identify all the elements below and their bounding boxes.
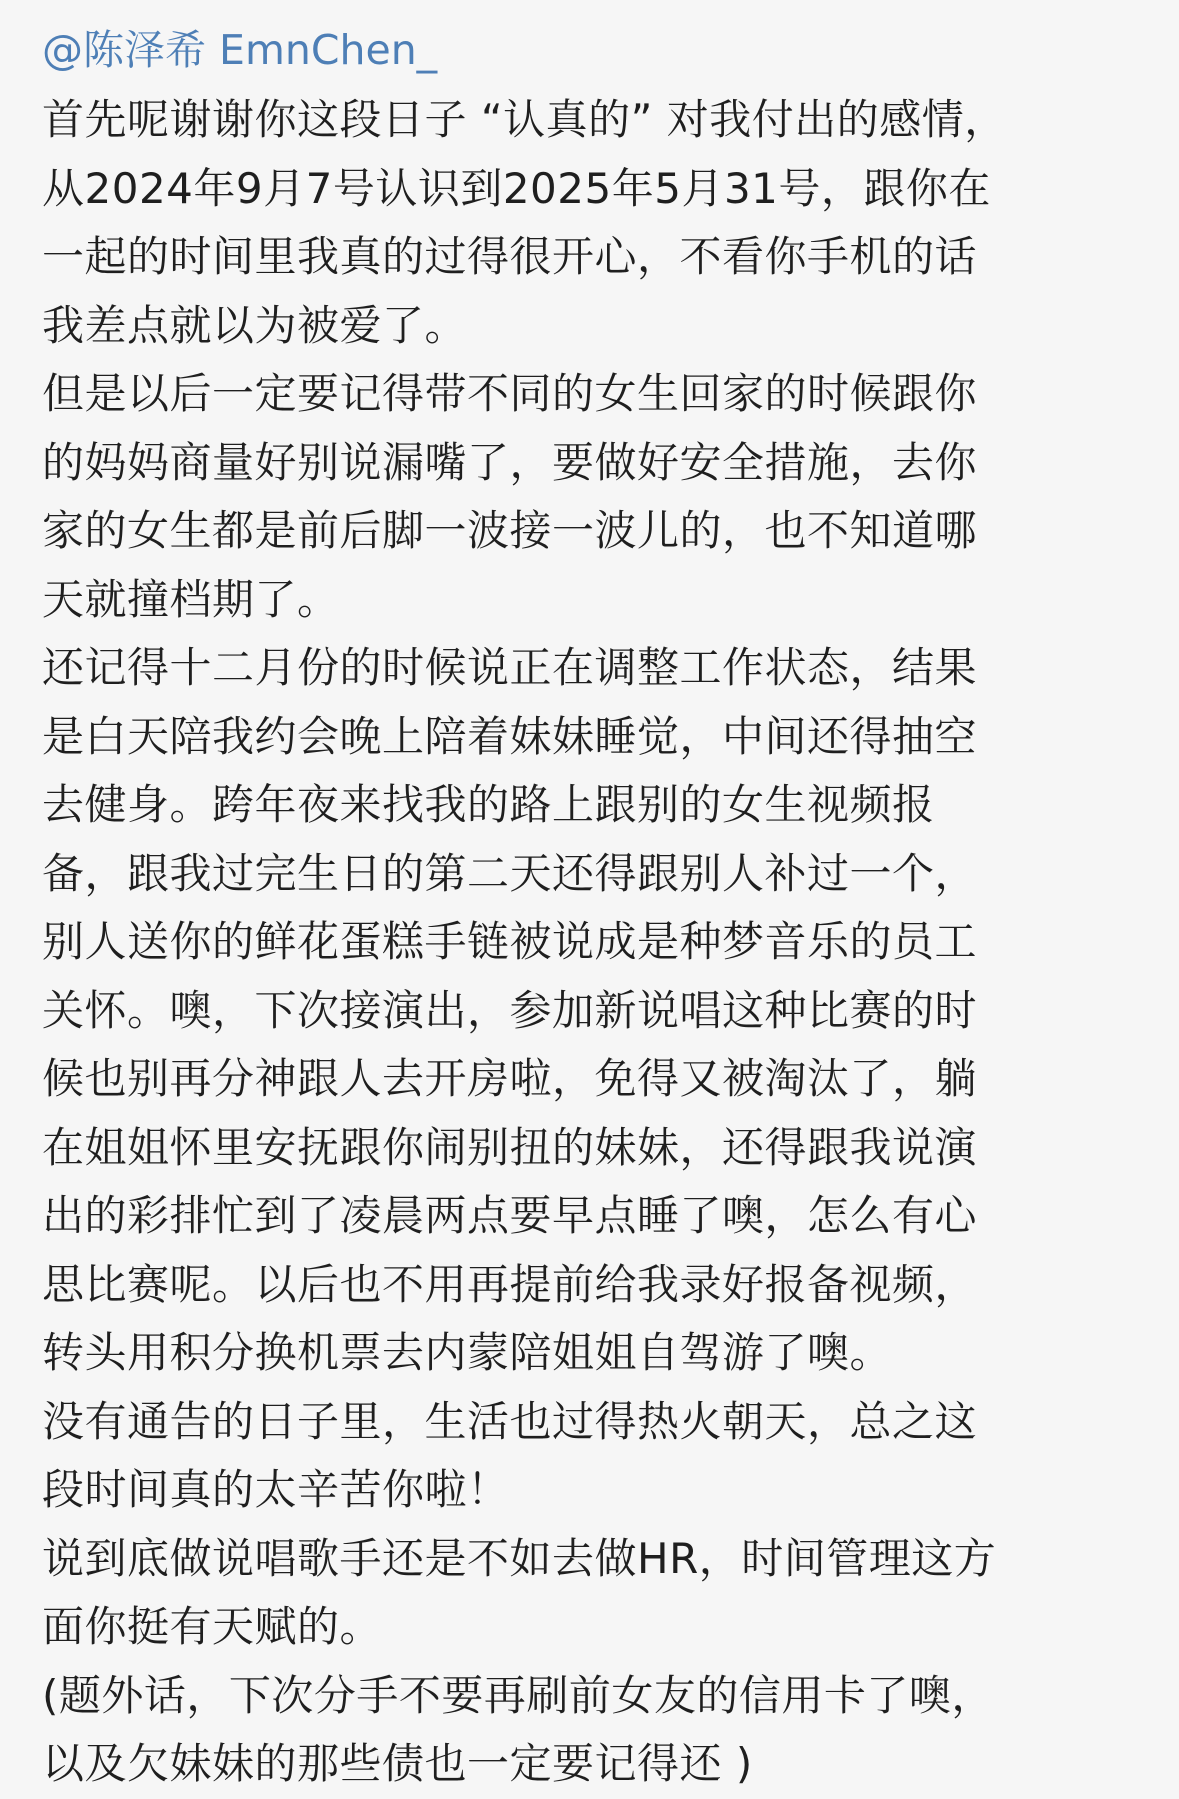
text-line: 从2024年9月7号认识到2025年5月31号，跟你在 [42,163,991,213]
text-line: 以及欠妹妹的那些债也一定要记得还 ) [42,1739,753,1788]
post-body-text [42,86,1152,1799]
user-mention-link[interactable]: @陈泽希 EmnChen_ [42,26,438,74]
text-line: 面你挺有天赋的。 [42,1602,383,1651]
text-line: 天就撞档期了。 [42,574,340,624]
text-line: 没有通告的日子里，生活也过得热火朝天，总之这 [42,1396,978,1446]
text-line: 还记得十二月份的时候说正在调整工作状态，结果 [42,643,978,692]
text-line: 一起的时间里我真的过得很开心，不看你手机的话 [42,232,978,281]
text-line: 说到底做说唱歌手还是不如去做HR，时间管理这方 [42,1533,997,1583]
text-line: 首先呢谢谢你这段日子 “认真的” 对我付出的感情， [42,95,1007,144]
text-line: (题外话，下次分手不要再刷前女友的信用卡了噢， [42,1670,994,1720]
text-line: 去健身。跨年夜来找我的路上跟别的女生视频报 [42,780,935,829]
text-line: 出的彩排忙到了凌晨两点要早点睡了噢，怎么有心 [42,1191,978,1240]
text-line: 备，跟我过完生日的第二天还得跟别人补过一个， [42,848,978,898]
text-line: 但是以后一定要记得带不同的女生回家的时候跟你 [42,369,978,418]
text-line: 关怀。噢，下次接演出，参加新说唱这种比赛的时 [42,985,978,1035]
text-line: 候也别再分神跟人去开房啦，免得又被淘汰了，躺 [42,1054,978,1103]
text-line: 我差点就以为被爱了。 [42,300,468,350]
text-line: 别人送你的鲜花蛋糕手链被说成是种梦音乐的员工 [42,917,978,966]
text-line: 转头用积分换机票去内蒙陪姐姐自驾游了噢。 [42,1328,893,1377]
text-line: 家的女生都是前后脚一波接一波儿的，也不知道哪 [42,506,978,555]
text-line: 是白天陪我约会晚上陪着妹妹睡觉，中间还得抽空 [42,711,978,761]
text-line: 在姐姐怀里安抚跟你闹别扭的妹妹，还得跟我说演 [42,1122,978,1172]
text-line: 的妈妈商量好别说漏嘴了，要做好安全措施，去你 [42,437,978,487]
text-line: 段时间真的太辛苦你啦！ [42,1465,510,1514]
text-line: 思比赛呢。以后也不用再提前给我录好报备视频， [42,1259,978,1309]
